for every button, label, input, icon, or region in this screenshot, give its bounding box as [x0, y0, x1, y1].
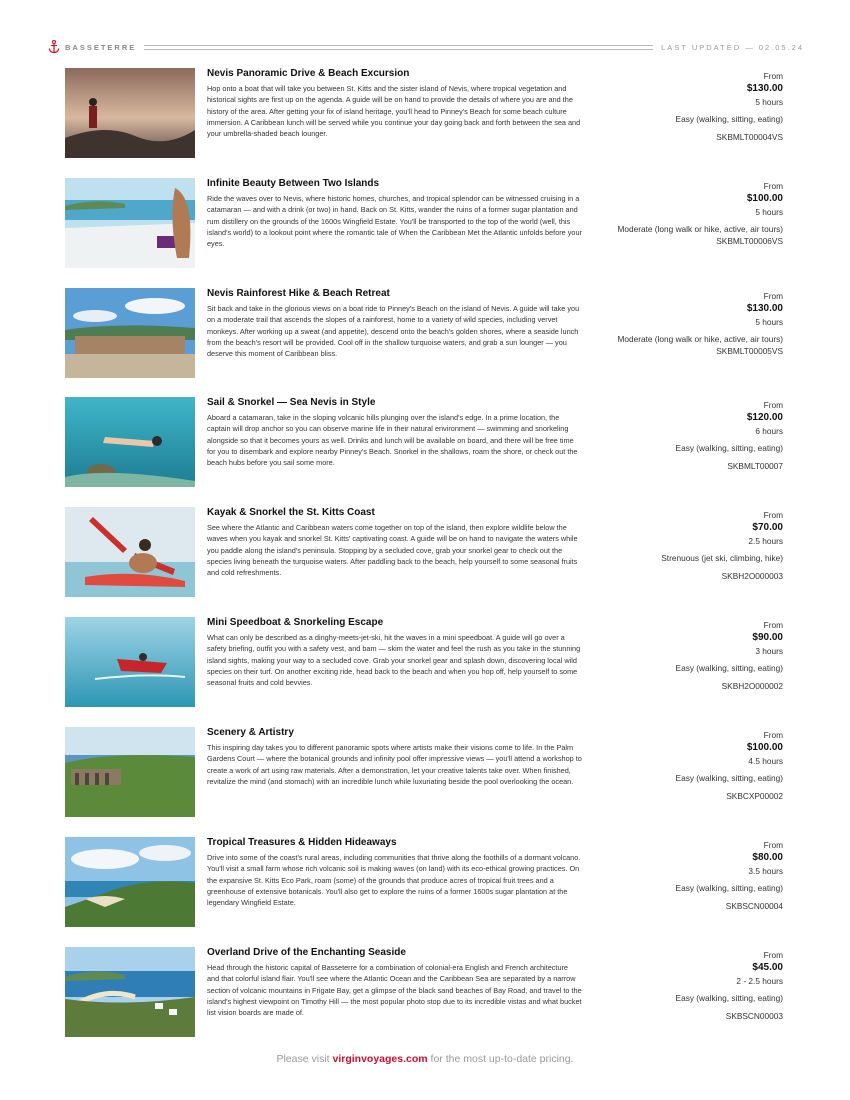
activity-level: Easy (walking, sitting, eating) — [675, 773, 783, 783]
excursion-details — [563, 291, 783, 357]
price: $130.00 — [746, 303, 783, 314]
activity-level: Moderate (long walk or hike, active, air tours) — [617, 334, 783, 344]
excursion-title: Kayak & Snorkel the St. Kitts Coast — [207, 507, 375, 518]
duration: 2.5 hours — [748, 536, 783, 546]
price: $90.00 — [752, 632, 783, 643]
excursion-photo — [65, 68, 195, 158]
excursion-details — [563, 950, 783, 1022]
duration: 4.5 hours — [748, 756, 783, 766]
excursion-item — [65, 617, 785, 709]
excursion-details — [563, 400, 783, 472]
price: $120.00 — [746, 412, 783, 423]
duration: 3.5 hours — [748, 866, 783, 876]
last-updated: LAST UPDATED — 02.05.24 — [661, 42, 804, 52]
from-label: From — [763, 71, 783, 81]
excursion-title: Mini Speedboat & Snorkeling Escape — [207, 617, 384, 628]
excursion-description: Sit back and take in the glorious views on a boat ride to Pinney's Beach on the island of Nevis. A guide will take you on a moderate trail that ascends the slopes of a rainforest, home to a variety of wild species, including vervet monkeys. After working up a sweat (and appetite), descend onto the beach's golden shores, where a seaside lunch from the beach's resort will be provided. Cool off in the shallow turquoise waters, and grab a sun lounger — you deserve this moment of Caribbean bliss. — [207, 304, 580, 359]
excursion-photo — [65, 507, 195, 597]
excursion-title: Scenery & Artistry — [207, 727, 294, 738]
excursion-item — [65, 727, 785, 819]
excursion-title: Tropical Treasures & Hidden Hideaways — [207, 837, 397, 848]
duration: 5 hours — [755, 97, 783, 107]
excursion-photo — [65, 837, 195, 927]
footer-prefix: Please visit — [276, 1053, 333, 1065]
excursion-item — [65, 288, 785, 380]
excursion-description: Ride the waves over to Nevis, where historic homes, churches, and tropical splendor can be witnessed cruising in a catamaran — and with a drink (or two) in hand. Back on St. Kitts, wander the ruins of a former sugar plantation and rum distillery on the grounds of the 1600s Wingfield Estate. You'll be transported to the top of the world (well, this island's world) to a lookout point where the romantic tale of When the Caribbean Met the Atlantic unfolds before your eyes. — [207, 194, 582, 249]
excursion-details — [563, 840, 783, 912]
excursion-description: Head through the historic capital of Basseterre for a combination of colonial-era English and French architecture and that colorful island flair. You'll see where the Atlantic Ocean and the Caribbean Sea are separated by a narrow section of volcanic mountains in Frigate Bay, get a glimpse of the black sand beaches of Bay Road, and travel to the island's highest viewpoint on Timothy Hill — the most popular photo stop due to its incredible vistas and what bucket list vision boards are made of. — [207, 963, 582, 1018]
excursion-item — [65, 507, 785, 599]
activity-level: Easy (walking, sitting, eating) — [675, 993, 783, 1003]
excursion-code: SKBMLT00005VS — [716, 346, 783, 356]
excursion-code: SKBSCN00003 — [725, 1011, 783, 1021]
from-label: From — [763, 510, 783, 520]
duration: 2 - 2.5 hours — [736, 976, 783, 986]
from-label: From — [763, 730, 783, 740]
excursion-photo — [65, 288, 195, 378]
price: $70.00 — [752, 522, 783, 533]
excursion-item — [65, 837, 785, 929]
activity-level: Easy (walking, sitting, eating) — [675, 443, 783, 453]
from-label: From — [763, 840, 783, 850]
excursion-code: SKBMLT00007 — [727, 461, 783, 471]
from-label: From — [763, 620, 783, 630]
price: $100.00 — [746, 742, 783, 753]
excursion-details — [563, 730, 783, 802]
excursion-description: Aboard a catamaran, take in the sloping volcanic hills plunging over the island's edge. In a prime location, the captain will drop anchor so you can observe marine life in their natural environment — swimming and snorkeling alongside so that it becomes yours as well. Drinks and lunch will be available on board, and there will be free time for you to disembark and explore nearby Pinney's Beach. Snorkel in the shallows, roam the shore, or check out the beach hubs before you sail some more. — [207, 413, 578, 468]
activity-level: Easy (walking, sitting, eating) — [675, 663, 783, 673]
excursion-title: Sail & Snorkel — Sea Nevis in Style — [207, 397, 376, 408]
price: $100.00 — [746, 193, 783, 204]
activity-level: Strenuous (jet ski, climbing, hike) — [661, 553, 783, 563]
price: $80.00 — [752, 852, 783, 863]
excursion-details — [563, 510, 783, 582]
pricing-footer — [0, 1053, 850, 1065]
excursion-details — [563, 71, 783, 143]
excursion-description: Drive into some of the coast's rural areas, including communities that thrive along the foothills of a dormant volcano. You'll visit a small farm whose rich volcanic soil is making waves (on land) with its eco-ethical growing practices. On the expansive St. Kitts Eco Park, roam (some) of the grounds that produce acres of tropical fruit trees and a greenhouse of extensive botanicals. You'll also get to explore the ruins of a former 1600s sugar plantation at the legendary Wingfield Estate. — [207, 853, 581, 908]
from-label: From — [763, 950, 783, 960]
excursion-details — [563, 620, 783, 692]
excursion-title: Nevis Panoramic Drive & Beach Excursion — [207, 68, 410, 79]
port-name: BASSETERRE — [65, 42, 137, 52]
excursion-item — [65, 68, 785, 160]
excursion-title: Infinite Beauty Between Two Islands — [207, 178, 380, 189]
excursion-title: Overland Drive of the Enchanting Seaside — [207, 947, 406, 958]
excursion-code: SKBH2O000003 — [721, 571, 783, 581]
activity-level: Moderate (long walk or hike, active, air tours) — [617, 224, 783, 234]
excursion-description: Hop onto a boat that will take you between St. Kitts and the sister island of Nevis, where tropical vegetation and historical sights are first up on the agenda. A guide will be on hand to provide the details of where you are and the history of the area. After getting your fix of island heritage, you'll head to Pinney's Beach for some beach culture immersion. A Caribbean lunch will be served while you continue your day going back and forth between the sea and your umbrella-shaded beach lounger. — [207, 84, 581, 139]
website-link[interactable]: virginvoyages.com — [332, 1053, 428, 1065]
from-label: From — [763, 181, 783, 191]
excursion-description: What can only be described as a dinghy-meets-jet-ski, hit the waves in a mini speedboat. A guide will go over a safety briefing, outfit you with a safety vest, and bam — skim the water and feel the rush as you take in the stunning island sights, making your way to a secluded cove. Grab your snorkel gear and splash down, discovering local wild species on their turf. On another exciting ride, head back to the beach and when you hop off, help yourself to some seasonal fruits and cold bevvies. — [207, 633, 581, 688]
footer-suffix: for the most up-to-date pricing. — [427, 1053, 574, 1065]
excursion-photo — [65, 397, 195, 487]
from-label: From — [763, 400, 783, 410]
duration: 5 hours — [755, 207, 783, 217]
activity-level: Easy (walking, sitting, eating) — [675, 114, 783, 124]
anchor-icon — [48, 40, 60, 54]
excursion-photo — [65, 178, 195, 268]
price: $130.00 — [746, 83, 783, 94]
excursion-title: Nevis Rainforest Hike & Beach Retreat — [207, 288, 390, 299]
excursion-photo — [65, 617, 195, 707]
excursion-code: SKBMLT00006VS — [716, 236, 783, 246]
excursion-code: SKBH2O000002 — [721, 681, 783, 691]
duration: 3 hours — [755, 646, 783, 656]
from-label: From — [763, 291, 783, 301]
excursion-description: This inspiring day takes you to different panoramic spots where artists make their visions come to life. In the Palm Gardens Court — where the botanical grounds and infinity pool offer impressive views — you'll attend a workshop to create a work of art using raw materials. After a demonstration, let your creative talents take over. When finished, revitalize the mind (and stomach) with an incredible lunch while luxuriating beside the pool overlooking the ocean. — [207, 743, 582, 786]
excursion-photo — [65, 727, 195, 817]
activity-level: Easy (walking, sitting, eating) — [675, 883, 783, 893]
excursion-details — [563, 181, 783, 247]
page-header — [48, 39, 804, 55]
price: $45.00 — [752, 962, 783, 973]
excursion-photo — [65, 947, 195, 1037]
header-rule — [144, 45, 653, 50]
excursion-item — [65, 947, 785, 1039]
duration: 5 hours — [755, 317, 783, 327]
excursion-item — [65, 397, 785, 489]
excursion-code: SKBSCN00004 — [725, 901, 783, 911]
duration: 6 hours — [755, 426, 783, 436]
excursion-code: SKBMLT00004VS — [716, 132, 783, 142]
excursion-code: SKBCXP00002 — [726, 791, 783, 801]
excursion-item — [65, 178, 785, 270]
excursion-description: See where the Atlantic and Caribbean waters come together on top of the island, then explore wildlife below the waves when you kayak and snorkel St. Kitts' captivating coast. A guide will be on hand to navigate the waters while you paddle along the island's peninsula. Stopping by a secluded cove, grab your snorkel gear to check out the species living beneath the turquoise waters. After paddling back to the beach, help yourself to some seasonal fruits and cold refreshments. — [207, 523, 578, 578]
